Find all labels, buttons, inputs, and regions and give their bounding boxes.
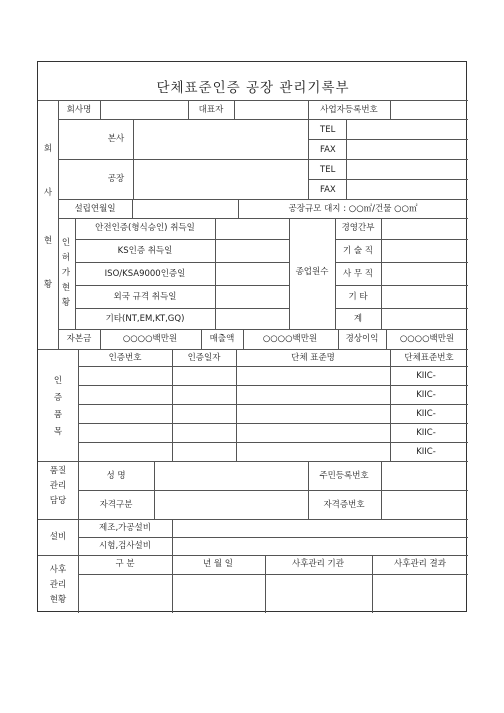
company-name-label: 회사명 (66, 105, 92, 115)
col-line (132, 199, 133, 218)
col-line (372, 555, 373, 613)
permit-item-other: 기타(NT,EM,KT,GQ) (105, 314, 185, 324)
cert-side-char: 인 (53, 376, 63, 386)
col-line (58, 100, 59, 349)
col-line (243, 329, 244, 349)
staff-other: 기 타 (348, 292, 368, 302)
hq-fax-label: FAX (320, 145, 336, 155)
col-line (201, 329, 202, 349)
staff-office: 사 무 직 (342, 269, 374, 279)
cert-code: KIIC- (416, 371, 436, 381)
profit-label: 경상이익 (345, 334, 379, 344)
resident-number-label: 주민등록번호 (319, 471, 369, 481)
col-line (381, 461, 382, 519)
profit-value: ○○○○백만원 (399, 334, 455, 344)
cert-code: KIIC- (416, 428, 436, 438)
col-line (381, 218, 382, 329)
col-line (390, 100, 391, 119)
row-line (78, 574, 468, 575)
capital-value: ○○○○백만원 (122, 334, 178, 344)
cert-code: KIIC- (416, 447, 436, 457)
col-line (238, 199, 239, 218)
hq-tel-label: TEL (320, 125, 336, 135)
permit-item-safety: 안전인증(형식승인) 취득일 (95, 223, 195, 233)
col-line (308, 461, 309, 519)
aftercare-header-category: 구 분 (115, 559, 135, 569)
row-line (75, 239, 289, 240)
col-line (289, 218, 290, 329)
quality-side-line: 담당 (49, 496, 67, 506)
row-line (78, 490, 468, 491)
title-divider (38, 100, 468, 101)
staff-technical: 기 술 직 (342, 246, 374, 256)
row-line (75, 262, 289, 263)
factory-fax-label: FAX (320, 185, 336, 195)
license-number-label: 자격증번호 (323, 500, 365, 510)
section-line (38, 349, 468, 350)
factory-label: 공장 (107, 174, 125, 184)
permit-item-iso: ISO/KSA9000인증일 (104, 269, 186, 279)
cert-header-number: 인증번호 (108, 353, 142, 363)
section-line (38, 555, 468, 556)
company-side-char: 사 (43, 188, 53, 198)
row-line (308, 139, 468, 140)
factory-scale-label: 공장규모 대지 : ○○㎡/건물 ○○㎡ (288, 204, 418, 214)
cert-code: KIIC- (416, 409, 436, 419)
col-line (100, 100, 101, 119)
row-line (58, 199, 468, 200)
col-line (75, 218, 76, 329)
col-line (100, 329, 101, 349)
col-line (154, 461, 155, 519)
permit-item-foreign: 외국 규격 취득일 (113, 292, 177, 302)
col-line (78, 349, 79, 613)
row-line (335, 239, 468, 240)
capital-label: 자본금 (66, 334, 92, 344)
staff-management: 경영간부 (341, 223, 375, 233)
col-line (390, 349, 391, 461)
permit-side-char: 가 (61, 268, 71, 278)
col-line (265, 555, 266, 613)
row-line (78, 537, 468, 538)
aftercare-header-date: 년 월 일 (202, 559, 234, 569)
col-line (308, 100, 309, 199)
col-line (234, 100, 235, 119)
quality-side-line: 관리 (49, 481, 67, 491)
row-line (58, 329, 468, 330)
aftercare-side-line: 현황 (49, 595, 67, 605)
staff-total: 계 (353, 314, 363, 324)
col-line (188, 100, 189, 119)
col-line (338, 329, 339, 349)
col-line (346, 119, 347, 199)
row-line (308, 179, 468, 180)
permit-side-char: 황 (61, 298, 71, 308)
row-line (78, 442, 468, 443)
permit-side-char: 인 (61, 238, 71, 248)
business-number-label: 사업자등록번호 (320, 105, 378, 115)
form-frame (37, 61, 467, 612)
cert-side-char: 목 (53, 427, 63, 437)
cert-side-char: 품 (53, 410, 63, 420)
form-title: 단체표준인증 공장 관리기록부 (156, 80, 350, 96)
col-line (172, 519, 173, 555)
row-line (335, 285, 468, 286)
row-line (58, 119, 468, 120)
cert-header-standard-name: 단체 표준명 (291, 353, 335, 363)
section-line (38, 461, 468, 462)
employees-label: 종업원수 (295, 267, 329, 277)
aftercare-header-result: 사후관리 결과 (394, 559, 446, 569)
permit-side-char: 현 (61, 283, 71, 293)
cert-side-char: 증 (53, 393, 63, 403)
row-line (78, 385, 468, 386)
company-side-char: 현 (43, 236, 53, 246)
col-line (133, 119, 134, 199)
section-line (38, 519, 468, 520)
equipment-manufacturing: 제조,가공설비 (99, 523, 151, 533)
equipment-testing: 시험,검사설비 (99, 541, 151, 551)
representative-label: 대표자 (198, 105, 224, 115)
col-line (335, 218, 336, 329)
row-line (78, 423, 468, 424)
founded-date-label: 설립연월일 (74, 204, 116, 214)
aftercare-side-line: 사후 (49, 565, 67, 575)
col-line (172, 349, 173, 461)
permit-item-ks: KS인증 취득일 (117, 246, 173, 256)
row-line (335, 262, 468, 263)
cert-code: KIIC- (416, 390, 436, 400)
col-line (386, 329, 387, 349)
equipment-side-label: 설비 (49, 532, 67, 542)
aftercare-side-line: 관리 (49, 580, 67, 590)
aftercare-header-agency: 사후관리 기관 (292, 559, 344, 569)
col-line (172, 555, 173, 613)
row-line (78, 404, 468, 405)
col-line (236, 349, 237, 461)
qualification-label: 자격구분 (99, 500, 133, 510)
sales-label: 매출액 (209, 334, 235, 344)
cert-header-date: 인증일자 (187, 353, 221, 363)
col-line (215, 218, 216, 329)
sales-value: ○○○○백만원 (262, 334, 318, 344)
cert-header-standard-number: 단체표준번호 (404, 353, 454, 363)
row-line (58, 159, 468, 160)
row-line (75, 308, 289, 309)
quality-side-line: 품질 (49, 466, 67, 476)
row-line (335, 308, 468, 309)
head-office-label: 본사 (107, 134, 125, 144)
row-line (58, 218, 468, 219)
company-side-char: 황 (43, 280, 53, 290)
permit-side-char: 허 (61, 253, 71, 263)
company-side-char: 회 (43, 144, 53, 154)
row-line (78, 366, 468, 367)
row-line (75, 285, 289, 286)
quality-name-label: 성 명 (106, 471, 126, 481)
factory-tel-label: TEL (320, 165, 336, 175)
